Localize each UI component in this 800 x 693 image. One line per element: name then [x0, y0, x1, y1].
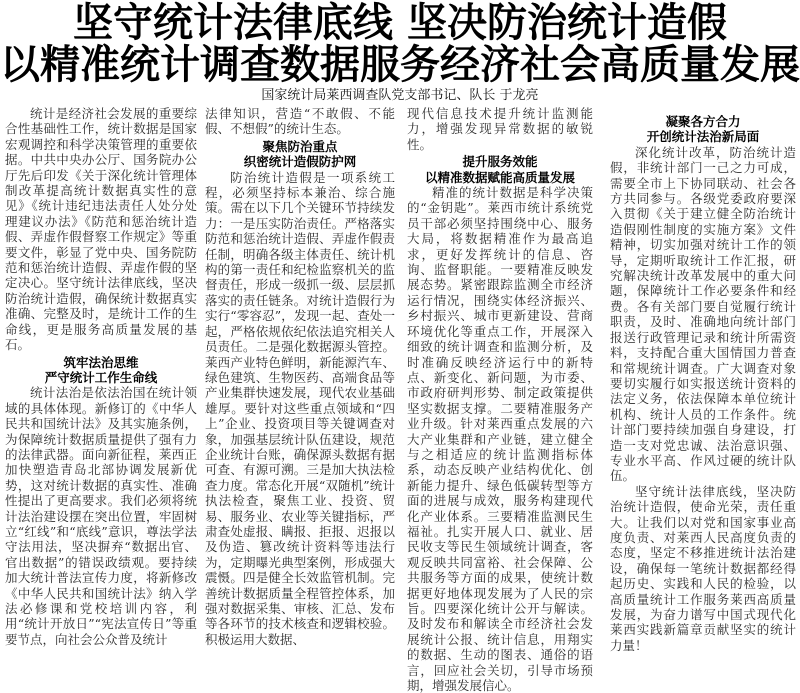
section-subheading: 严守统计工作生命线	[44, 369, 158, 385]
paragraph: 统计是经济社会发展的重要综合性基础性工作，统计数据是国家宏观调控和科学决策管理的重要依据。中共中央办公厅、国务院办公厅先后印发《关于深化统计管理体制改革提高统计数据真实性的意见》《统计违纪违法责任人处分处理建议办法》《防范和惩治统计造假、弄虚作假督察工作规定》等重要文件，彰显了党中央、国务院防范和惩治统计造假、弄虚作假的坚定决心。坚守统计法律底线，坚决防治统计造假，确保统计数据真实准确、完整及时，是统计工作的生命线，更是服务高质量发展的基石。	[5, 106, 197, 353]
author-byline: 国家统计局莱西调查队党支部书记、队长 于龙亮	[261, 88, 539, 103]
headline-line-1: 坚守统计法律底线 坚决防治统计造假	[73, 0, 727, 46]
paragraph-continuation: 现代信息技术提升统计监测能力，增强发现异常数据的敏锐性。	[407, 106, 593, 152]
article-column-4	[610, 106, 796, 653]
article-column-1	[5, 106, 197, 647]
paragraph: 深化统计改革，防治统计造假，非统计部门一己之力可成，需要全市上下协同联动、社会各方共同参与。各级党委政府要深入贯彻《关于建立健全防治统计造假刚性制度的实施方案》文件精神，切实加强对统计工作的领导，定期听取统计工作汇报，研究解决统计改革发展中的重大问题，保障统计工作必要条件和经费。各有关部门要自觉履行统计职责，及时、准确地向统计部门报送行政管理记录和统计所需资料，支持配合重大国情国力普查和常规统计调查。广大调查对象要切实履行如实报送统计资料的法定义务，依法保障本单位统计机构、统计人员的工作条件。统计部门要持续加强自身建设，打造一支对党忠诚、法治意识强、专业水平高、作风过硬的统计队伍。	[610, 144, 796, 484]
section-heading: 筑牢法治思维	[63, 354, 139, 370]
paragraph: 统计法治是依法治国在统计领域的具体体现。新修订的《中华人民共和国统计法》及其实施条例，为保障统计数据质量提供了强有力的法律武器。面向新征程，莱西正加快塑造青岛北部协调发展新优势，这对统计数据的真实性、准确性提出了更高要求。我们必须将统计法治建设摆在突出位置，牢固树立“红线”和“底线”意识，尊法学法守法用法，坚决摒弃“数据出官、官出数据”的错误政绩观。要持续加大统计普法宣传力度，将新修改《中华人民共和国统计法》纳入学法必修课和党校培训内容，利用“统计开放日”“宪法宣传日”等重要节点，向社会公众普及统计	[5, 385, 197, 647]
section-subheading: 织密统计造假防护网	[243, 154, 357, 170]
paragraph: 精准的统计数据是科学决策的“金钥匙”。莱西市统计系统党员干部必须坚持围绕中心、服务大局，将数据精准作为最高追求，更好发挥统计的信息、咨询、监督职能。一要精准反映发展态势。紧密跟踪监测全市经济运行情况，围绕实体经济振兴、乡村振兴、城市更新建设、营商环境优化等重点工作，开展深入细致的统计调查和监测分析，及时准确反映经济运行中的新特点、新变化、新问题，为市委、市政府研判形势、制定政策提供坚实数据支撑。二要精准服务产业升级。针对莱西重点发展的六大产业集群和产业链，建立健全与之相适应的统计监测指标体系，动态反映产业结构优化、创新能力提升、绿色低碳转型等方面的进展与成效，服务构建现代化产业体系。三要精准监测民生福祉。扎实开展人口、就业、居民收支等民生领域统计调查，客观反映共同富裕、社会保障、公共服务等方面的成果，使统计数据更好地体现发展为了人民的宗旨。四要深化统计公开与解读。及时发布和解读全市经济社会发展统计公报、统计信息，用翔实的数据、生动的图表、通俗的语言，回应社会关切，引导市场预期，增强发展信心。	[407, 185, 593, 693]
article-column-2	[205, 106, 395, 647]
paragraph: 坚守统计法律底线，坚决防治统计造假，使命光荣，责任重大。让我们以对党和国家事业高度负责、对莱西人民高度负责的态度，坚定不移推进统计法治建设，确保每一笔统计数据都经得起历史、实践和人民的检验，以高质量统计工作服务莱西高质量发展，为奋力谱写中国式现代化莱西实践新篇章贡献坚实的统计力量！	[610, 483, 796, 653]
section-heading: 凝聚各方合力	[665, 114, 741, 129]
section-heading: 聚焦防治重点	[262, 138, 338, 154]
article-column-3	[407, 106, 593, 693]
paragraph: 防治统计造假是一项系统工程，必须坚持标本兼治、综合施策。需在以下几个关键环节持续发力：一是压实防治责任。严格落实防范和惩治统计造假、弄虚作假责任制，明确各级主体责任、统计机构的第一责任和纪检监察机关的监督责任，形成一级抓一级、层层抓落实的责任链条。对统计造假行为实行“零容忍”，发现一起、查处一起，严格依规依纪依法追究相关人员责任。二是强化数据源头管控。莱西产业特色鲜明，新能源汽车、绿色建筑、生物医药、高端食品等产业集群快速发展，现代农业基础雄厚。要针对这些重点领域和“四上”企业、投资项目等关键调查对象，加强基层统计队伍建设，规范企业统计台账，确保源头数据有据可查、有源可溯。三是加大执法检查力度。常态化开展“双随机”统计执法检查，聚焦工业、投资、贸易、服务业、农业等关键指标，严肃查处虚报、瞒报、拒报、迟报以及伪造、篡改统计资料等违法行为，定期曝光典型案例，形成强大震慑。四是健全长效监管机制。完善统计数据质量全程管控体系，加强对数据采集、审核、汇总、发布等各环节的技术核查和逻辑校验。积极运用大数据、	[205, 169, 395, 647]
article-header	[0, 0, 800, 104]
section-heading: 提升服务效能	[462, 154, 538, 170]
section-subheading: 开创统计法治新局面	[646, 129, 760, 145]
headline-line-2: 以精准统计调查数据服务经济社会高质量发展	[0, 42, 800, 88]
paragraph-continuation: 法律知识，营造“不敢假、不能假、不想假”的统计生态。	[205, 106, 395, 137]
section-subheading: 以精准数据赋能高质量发展	[424, 169, 575, 185]
